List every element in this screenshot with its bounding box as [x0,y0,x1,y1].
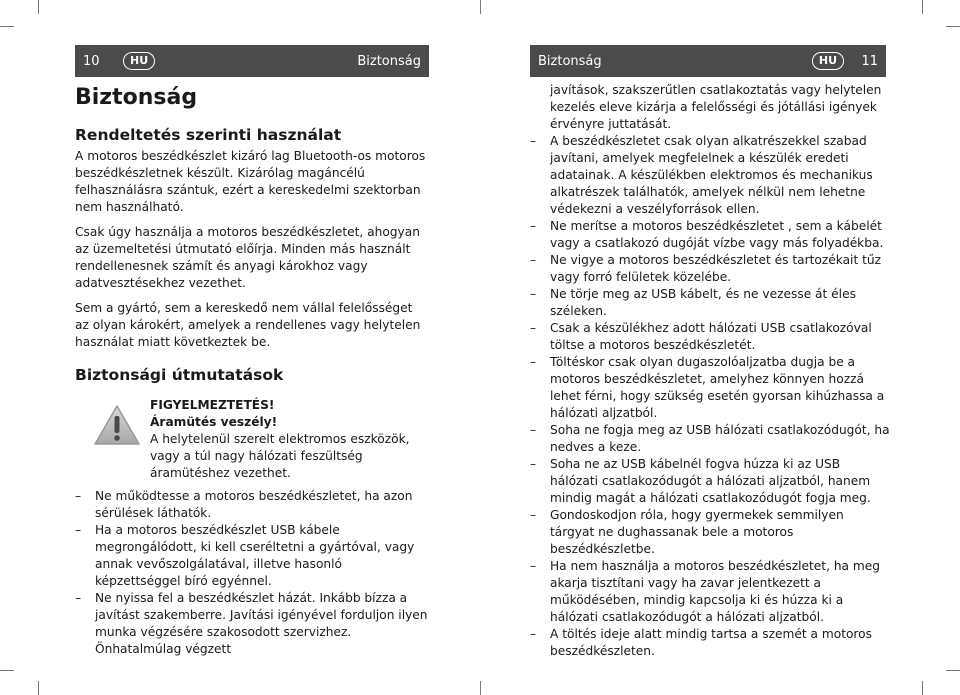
safety-heading: Biztonsági útmutatások [75,366,284,384]
language-badge: HU [123,52,155,70]
header-title: Biztonság [357,53,421,69]
warning-text: A helytelenül szerelt elektromos eszközök, vagy a túl nagy hálózati feszültség áramütéshez vezethet. [150,432,410,480]
list-item: – Gondoskodjon róla, hogy gyermekek semmilyen tárgyat ne dughassanak bele a motoros beszédkészletbe. [530,507,890,558]
crop-mark [0,26,14,27]
list-item: – Ha nem használja a motoros beszédkészletet, ha meg akarja tisztítani vagy ha zavar jelentkezett a működésében, mindig kapcsolja ki és húzza ki a hálózati csatlakozódugót a hálózati aljzatból. [530,558,890,626]
list-item: – Soha ne fogja meg az USB hálózati csatlakozódugót, ha nedves a keze. [530,422,890,456]
crop-mark [38,0,39,14]
left-page-body [75,82,430,658]
crop-mark [922,681,923,695]
warning-box [75,397,430,482]
list-item: – Ne működtesse a motoros beszédkészletet, ha azon sérülések láthatók. [75,488,430,522]
paragraph: A motoros beszédkészlet kizáró lag Bluetooth-os motoros beszédkészletnek készült. Kizárólag magáncélú felhasználásra szántuk, ezért a kereskedelmi szektorban nem használható. [75,149,426,214]
crop-mark [946,670,960,671]
crop-mark [922,0,923,14]
page-title: Biztonság [75,85,198,110]
crop-mark [946,26,960,27]
list-item: – Soha ne az USB kábelnél fogva húzza ki az USB hálózati csatlakozódugót a hálózati aljzatból, hanem mindig magát a hálózati csatlakozódugót fogja meg. [530,456,890,507]
page-number: 10 [83,53,100,69]
paragraph: Csak úgy használja a motoros beszédkészletet, ahogyan az üzemeltetési útmutató előírja. Minden más használt rendellenesnek számít és anyagi károkhoz vagy adatvesztésekhez vezethet. [75,225,420,290]
intended-use-heading: Rendeltetés szerinti használat [75,126,342,144]
crop-mark [0,670,14,671]
list-item: – Ha a motoros beszédkészlet USB kábele megrongálódott, ki kell cseréltetni a gyártóval, vagy annak vevőszolgálatával, illetve hasonló képzettséggel bíró egyénnel. [75,522,430,590]
paragraph: Sem a gyártó, sem a kereskedő nem vállal felelősséget az olyan károkért, amelyek a rendellenes vagy helytelen használat miatt következtek be. [75,301,421,349]
list-item: – Csak a készülékhez adott hálózati USB csatlakozóval töltse a motoros beszédkészletét. [530,320,890,354]
list-item: – Ne vigye a motoros beszédkészletet és tartozékait tűz vagy forró felületek közelébe. [530,252,890,286]
warning-subheading: Áramütés veszély! [150,415,278,429]
warning-text-block [150,397,430,482]
list-item: – Ne nyissa fel a beszédkészlet házát. Inkább bízza a javítást szakemberre. Javítási igényével forduljon ilyen munka végzésére szakosodott szervizhez. Önhatalmúlag végzett [75,590,430,658]
continuation-text: javítások, szakszerűtlen csatlakoztatás vagy helytelen kezelés eleve kizárja a felelősségi és jótállási igények érvényre juttatását. [550,83,882,131]
list-item: – Ne merítse a motoros beszédkészletet , sem a kábelét vagy a csatlakozó dugóját vízbe vagy más folyadékba. [530,218,890,252]
list-item: – A töltés ideje alatt mindig tartsa a szemét a motoros beszédkészleten. [530,626,890,660]
list-item: – Töltéskor csak olyan dugaszolóaljzatba dugja be a motoros beszédkészletet, amelyhez könnyen hozzá lehet férni, hogy szükség esetén gyorsan kihúzhassa a hálózati aljzatból. [530,354,890,422]
list-item: – Ne törje meg az USB kábelt, és ne vezesse át éles széleken. [530,286,890,320]
safety-list [75,488,430,658]
page-number: 11 [861,53,878,69]
list-item: – A beszédkészletet csak olyan alkatrészekkel szabad javítani, amelyek megfelelnek a készülék eredeti adatainak. A készülékben elektromos és mechanikus alkatrészek találhatók, amelyek nélkül nem lehetne védekezni a veszélyforrások ellen. [530,133,890,218]
language-badge: HU [812,52,844,70]
crop-mark [38,681,39,695]
left-page-header [75,45,429,77]
warning-heading: FIGYELMEZTETÉS! [150,398,275,412]
warning-triangle-icon [75,397,150,482]
header-title: Biztonság [538,53,602,69]
right-page-header [530,45,886,77]
crop-mark [480,0,481,14]
safety-list [530,133,890,660]
right-page-body [530,82,890,660]
crop-mark [480,681,481,695]
